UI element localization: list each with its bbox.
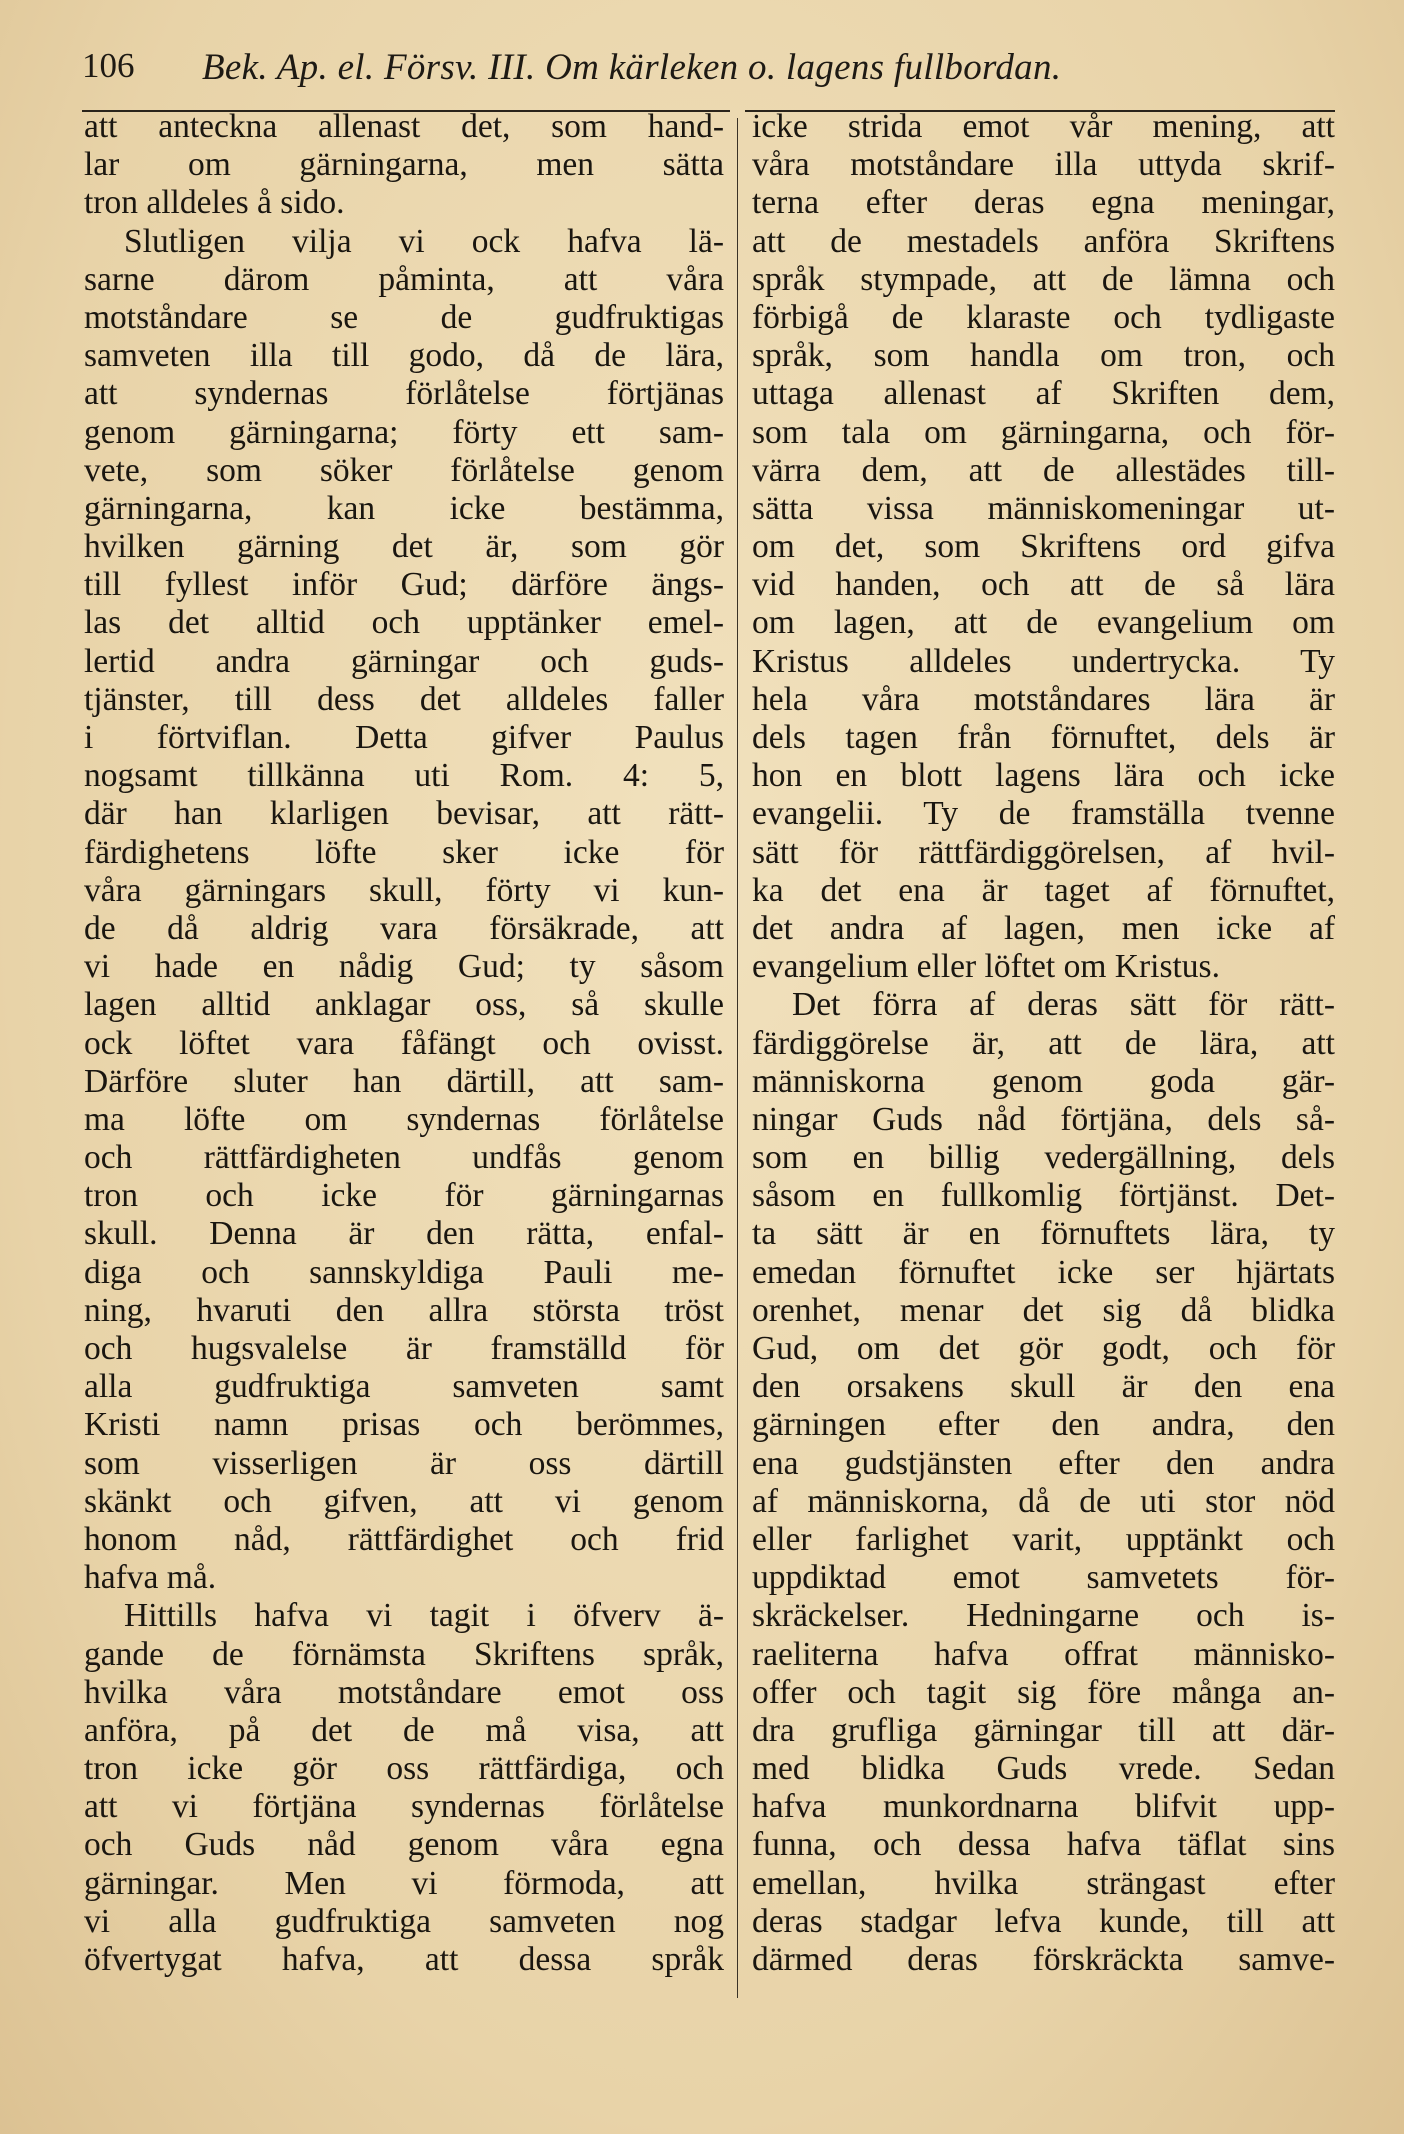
column-divider	[737, 118, 738, 1998]
text-line: våra motståndare illa uttyda skrif-	[752, 146, 1335, 184]
text-line: till fyllest inför Gud; därföre ängs-	[84, 566, 724, 604]
text-line: och rättfärdigheten undfås genom	[84, 1139, 724, 1177]
text-line: lar om gärningarna, men sätta	[84, 146, 724, 184]
text-line: hafva må.	[84, 1559, 217, 1597]
text-line: deras stadgar lefva kunde, till att	[752, 1902, 1335, 1940]
text-line: ock löftet vara fåfängt och ovisst.	[84, 1024, 724, 1062]
text-line: raeliterna hafva offrat människo-	[752, 1635, 1335, 1673]
text-line: människorna genom goda gär-	[752, 1062, 1335, 1100]
text-line: tron icke gör oss rättfärdiga, och	[84, 1750, 724, 1788]
text-line: med blidka Guds vrede. Sedan	[752, 1750, 1335, 1788]
text-line: ning, hvaruti den allra största tröst	[84, 1291, 724, 1329]
text-line: att anteckna allenast det, som hand-	[84, 108, 724, 145]
text-line: honom nåd, rättfärdighet och frid	[84, 1520, 724, 1558]
text-line: Hittills hafva vi tagit i öfverv ä-	[124, 1597, 724, 1635]
text-line: där han klarligen bevisar, att rätt-	[84, 795, 724, 833]
text-line: sätta vissa människomeningar ut-	[752, 489, 1335, 527]
text-line: språk stympade, att de lämna och	[752, 260, 1335, 298]
text-line: Därföre sluter han därtill, att sam-	[84, 1062, 724, 1100]
text-line: offer och tagit sig före många an-	[752, 1673, 1335, 1711]
right-text-column	[752, 108, 1335, 1979]
text-line: diga och sannskyldiga Pauli me-	[84, 1253, 724, 1291]
text-line: Kristus alldeles undertrycka. Ty	[752, 642, 1335, 680]
text-line: som visserligen är oss därtill	[84, 1444, 724, 1482]
text-line: Gud, om det gör godt, och för	[752, 1330, 1335, 1367]
left-text-column	[84, 108, 724, 1979]
text-line: våra gärningars skull, förty vi kun-	[84, 871, 724, 909]
text-line: tron alldeles å sido.	[84, 184, 345, 222]
text-line: i förtviflan. Detta gifver Paulus	[84, 719, 724, 756]
page-header	[82, 42, 1332, 102]
text-line: hvilken gärning det är, som gör	[84, 528, 724, 566]
text-line: dels tagen från förnuftet, dels är	[752, 719, 1335, 756]
text-line: evangelii. Ty de framställa tvenne	[752, 795, 1335, 833]
text-line: gärningar. Men vi förmoda, att	[84, 1864, 724, 1902]
text-line: eller farlighet varit, upptänkt och	[752, 1520, 1335, 1558]
text-line: funna, och dessa hafva täflat sins	[752, 1826, 1335, 1864]
text-line: las det alltid och upptänker emel-	[84, 604, 724, 642]
text-line: att syndernas förlåtelse förtjänas	[84, 375, 724, 413]
text-line: det andra af lagen, men icke af	[752, 909, 1335, 947]
text-line: ena gudstjänsten efter den andra	[752, 1444, 1335, 1482]
text-line: ningar Guds nåd förtjäna, dels så-	[752, 1100, 1335, 1138]
text-line: evangelium eller löftet om Kristus.	[752, 948, 1220, 986]
text-line: dra grufliga gärningar till att där-	[752, 1711, 1335, 1749]
text-line: alla gudfruktiga samveten samt	[84, 1368, 724, 1406]
text-line: emellan, hvilka strängast efter	[752, 1864, 1335, 1902]
text-line: värra dem, att de allestädes till-	[752, 451, 1335, 489]
text-line: emedan förnuftet icke ser hjärtats	[752, 1253, 1335, 1291]
text-line: såsom en fullkomlig förtjänst. Det-	[752, 1177, 1335, 1215]
text-line: nogsamt tillkänna uti Rom. 4: 5,	[84, 757, 724, 795]
text-line: hvilka våra motståndare emot oss	[84, 1673, 724, 1711]
text-line: vi alla gudfruktiga samveten nog	[84, 1902, 724, 1940]
text-line: Kristi namn prisas och berömmes,	[84, 1406, 724, 1444]
page-number: 106	[82, 46, 135, 85]
running-title: Bek. Ap. el. Försv. III. Om kärleken o. lagens fullbordan.	[202, 47, 1062, 88]
text-line: språk, som handla om tron, och	[752, 337, 1335, 375]
text-line: gande de förnämsta Skriftens språk,	[84, 1635, 724, 1673]
text-line: uttaga allenast af Skriften dem,	[752, 375, 1335, 413]
text-line: lagen alltid anklagar oss, så skulle	[84, 986, 724, 1024]
text-line: hela våra motståndares lära är	[752, 680, 1335, 718]
text-line: sarne därom påminta, att våra	[84, 260, 724, 298]
text-line: tron och icke för gärningarnas	[84, 1177, 724, 1215]
text-line: ma löfte om syndernas förlåtelse	[84, 1100, 724, 1138]
text-line: genom gärningarna; förty ett sam-	[84, 413, 724, 451]
text-line: hafva munkordnarna blifvit upp-	[752, 1788, 1335, 1826]
text-line: ka det ena är taget af förnuftet,	[752, 871, 1335, 909]
text-line: färdiggörelse är, att de lära, att	[752, 1024, 1335, 1062]
text-line: förbigå de klaraste och tydligaste	[752, 298, 1335, 336]
text-line: skull. Denna är den rätta, enfal-	[84, 1215, 724, 1253]
text-line: färdighetens löfte sker icke för	[84, 833, 724, 871]
text-line: att vi förtjäna syndernas förlåtelse	[84, 1788, 724, 1826]
text-line: vid handen, och att de så lära	[752, 566, 1335, 604]
text-line: sätt för rättfärdiggörelsen, af hvil-	[752, 833, 1335, 871]
text-line: om lagen, att de evangelium om	[752, 604, 1335, 642]
text-line: den orsakens skull är den ena	[752, 1368, 1335, 1406]
text-line: att de mestadels anföra Skriftens	[752, 222, 1335, 260]
text-line: icke strida emot vår mening, att	[752, 108, 1335, 145]
text-line: orenhet, menar det sig då blidka	[752, 1291, 1335, 1329]
text-line: anföra, på det de må visa, att	[84, 1711, 724, 1749]
text-line: hon en blott lagens lära och icke	[752, 757, 1335, 795]
text-line: tjänster, till dess det alldeles faller	[84, 680, 724, 718]
text-line: vi hade en nådig Gud; ty såsom	[84, 948, 724, 986]
text-line: de då aldrig vara försäkrade, att	[84, 909, 724, 947]
text-line: motståndare se de gudfruktigas	[84, 298, 724, 336]
text-line: därmed deras förskräckta samve-	[752, 1941, 1335, 1978]
text-line: samveten illa till godo, då de lära,	[84, 337, 724, 375]
text-line: Slutligen vilja vi ock hafva lä-	[124, 222, 724, 260]
text-line: och Guds nåd genom våra egna	[84, 1826, 724, 1864]
text-line: uppdiktad emot samvetets för-	[752, 1559, 1335, 1597]
text-line: lertid andra gärningar och guds-	[84, 642, 724, 680]
text-line: gärningarna, kan icke bestämma,	[84, 489, 724, 527]
text-line: gärningen efter den andra, den	[752, 1406, 1335, 1444]
text-line: som tala om gärningarna, och för-	[752, 413, 1335, 451]
text-line: ta sätt är en förnuftets lära, ty	[752, 1215, 1335, 1253]
text-line: som en billig vedergällning, dels	[752, 1139, 1335, 1177]
text-line: skänkt och gifven, att vi genom	[84, 1482, 724, 1520]
text-line: Det förra af deras sätt för rätt-	[792, 986, 1335, 1024]
text-line: skräckelser. Hedningarne och is-	[752, 1597, 1335, 1635]
text-line: vete, som söker förlåtelse genom	[84, 451, 724, 489]
text-line: af människorna, då de uti stor nöd	[752, 1482, 1335, 1520]
text-line: och hugsvalelse är framställd för	[84, 1330, 724, 1367]
text-line: om det, som Skriftens ord gifva	[752, 528, 1335, 566]
text-line: terna efter deras egna meningar,	[752, 184, 1335, 222]
text-line: öfvertygat hafva, att dessa språk	[84, 1941, 724, 1978]
